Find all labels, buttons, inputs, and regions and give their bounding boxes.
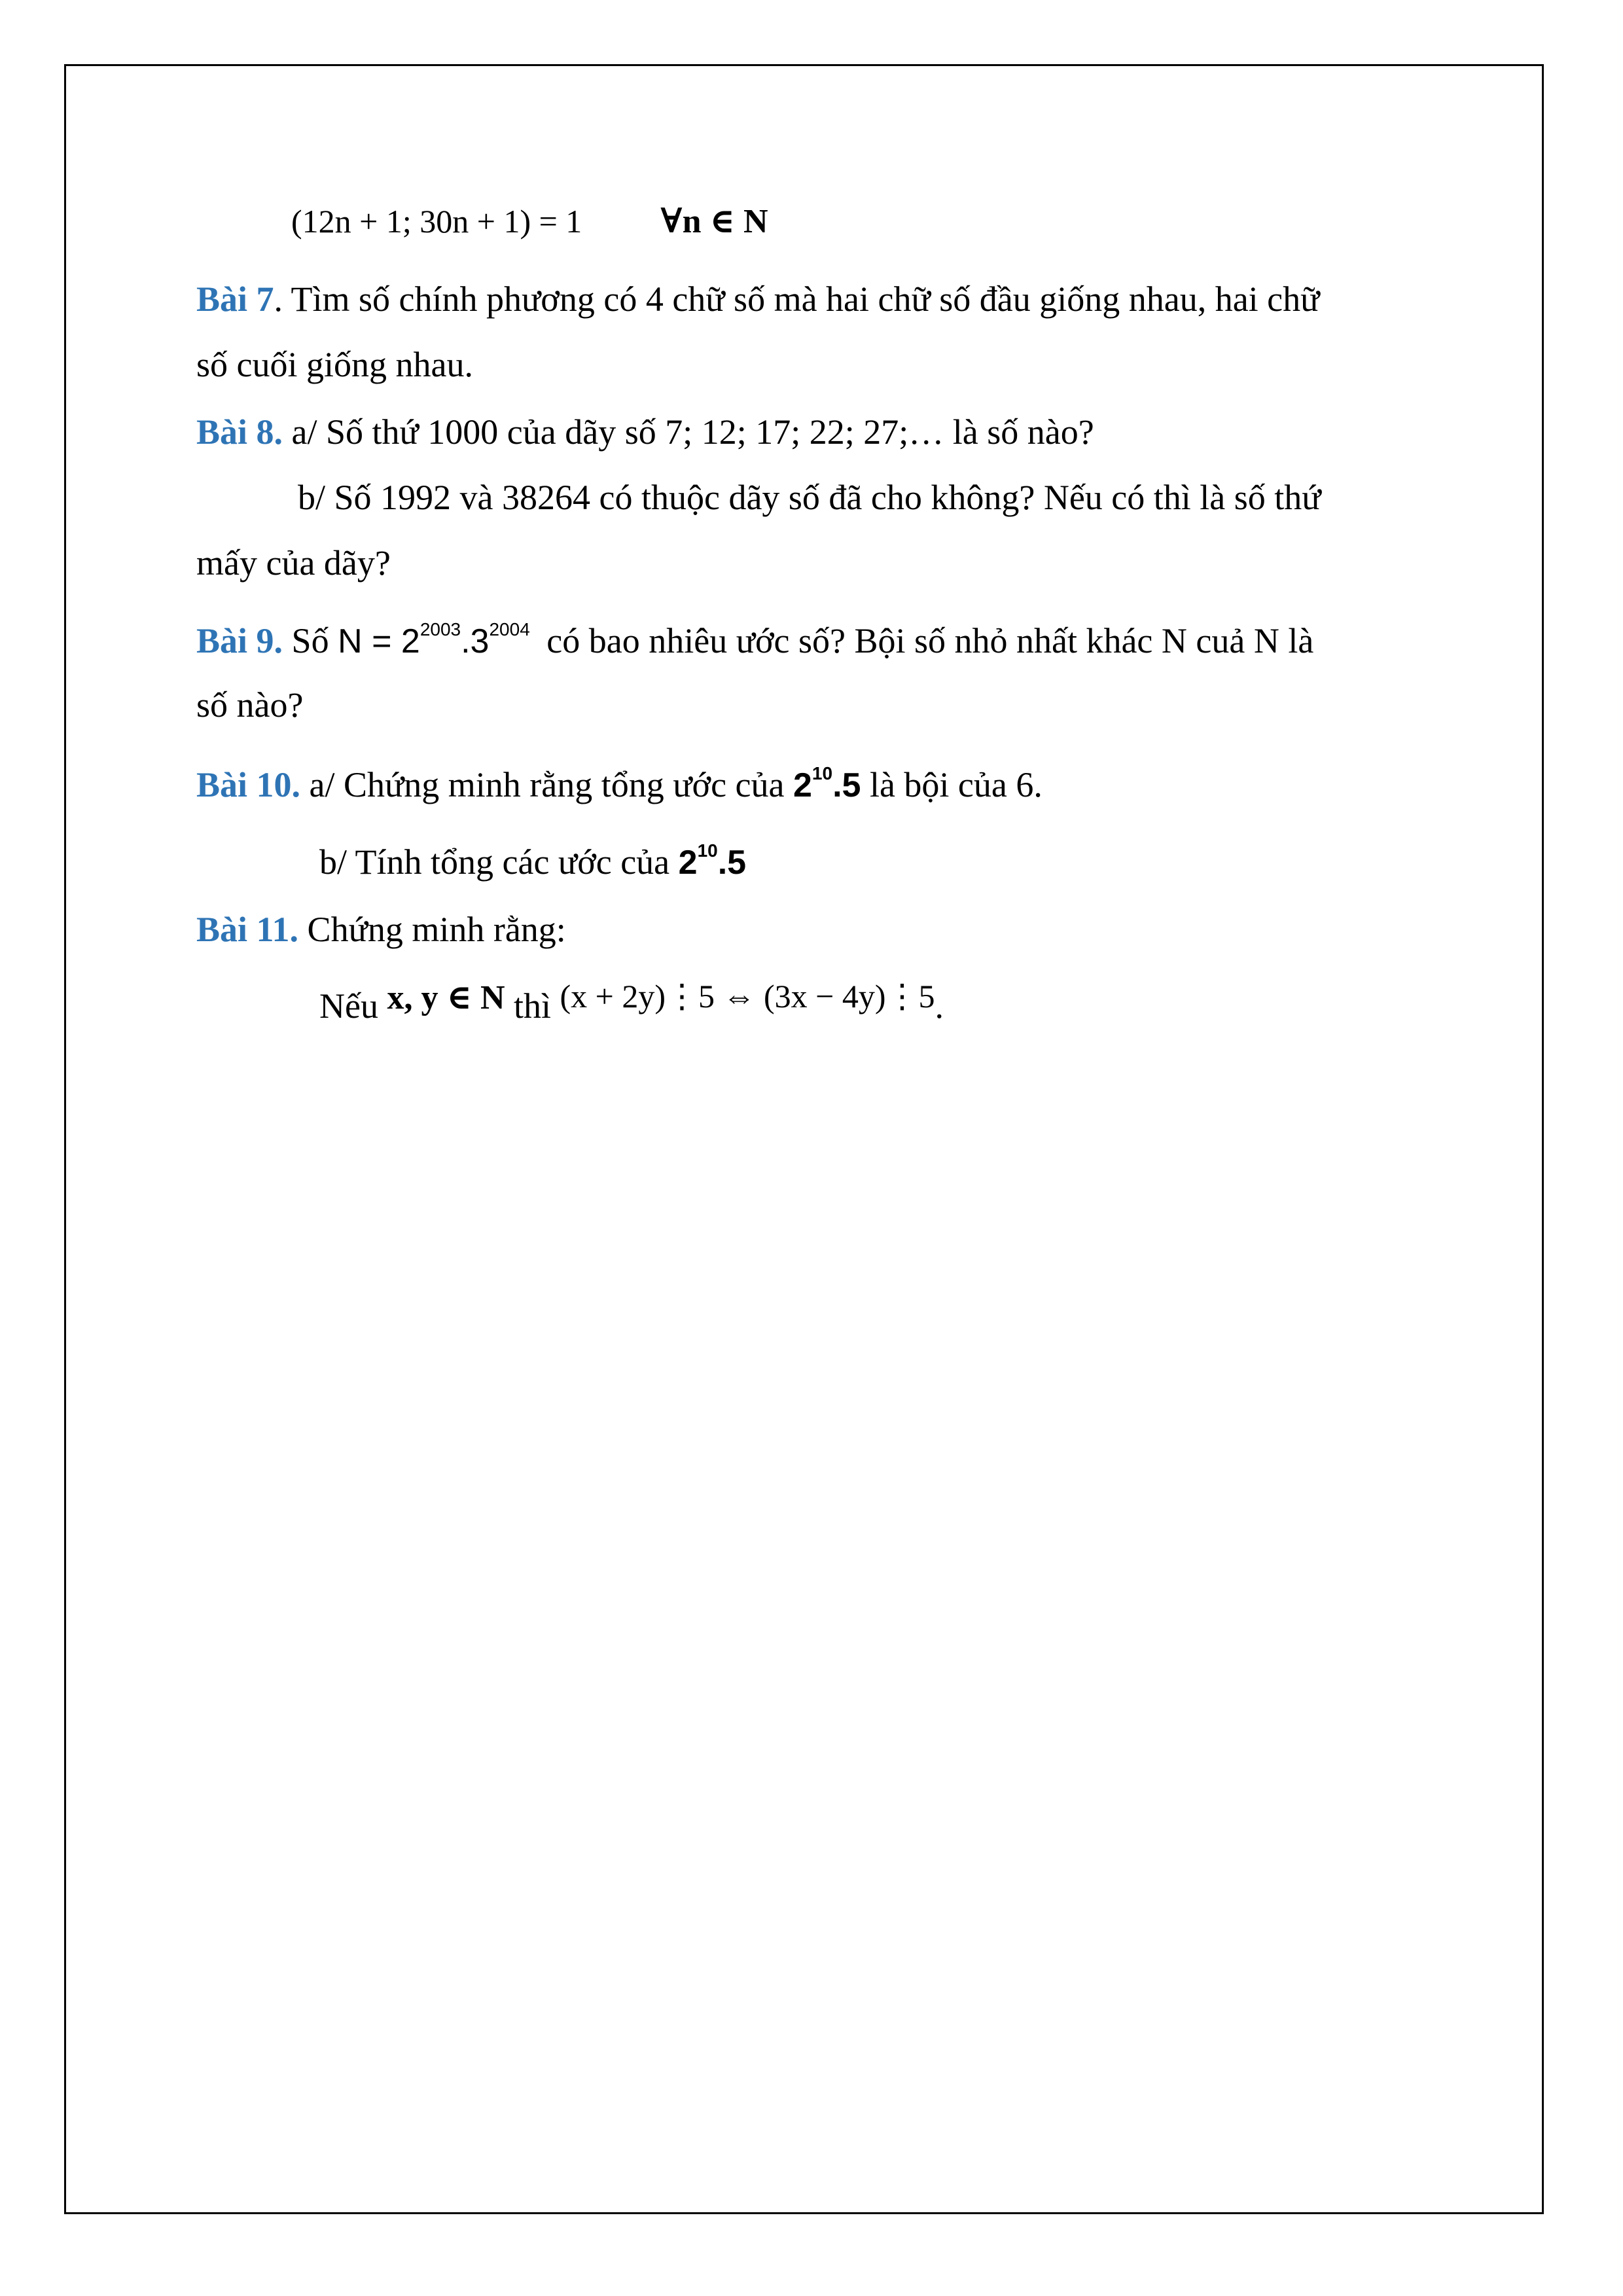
bai10-line1 [196,763,1043,804]
bai10-label: Bài 10. [196,765,301,804]
bai10-base-b: 2 [678,844,698,882]
bai11-math-xy: x, y ∈ N [387,979,505,1016]
bai8-line2 [298,480,1321,515]
bai8-text2: b/ Số 1992 và 38264 có thuộc dãy số đã cho không? Nếu có thì là số thứ [298,478,1321,517]
bai11-text2-pre: Nếu [319,986,387,1026]
bai11-math-equiv: (x + 2y)⋮5 ⇔ (3x − 4y)⋮5 [560,978,935,1014]
bai8-text1: a/ Số thứ 1000 của dãy số 7; 12; 17; 22; 27;… là số nào? [283,412,1094,452]
gcd-expression: (12n + 1; 30n + 1) = 1 [291,203,582,240]
bai10-math-a [793,763,861,804]
bai7-text1: . Tìm số chính phương có 4 chữ số mà hai chữ số đầu giống nhau, hai chữ [274,279,1320,319]
page-border [64,64,1544,2214]
bai10-text1-pre: a/ Chứng minh rằng tổng ước của [300,765,793,804]
bai9-line2 [196,687,303,723]
bai8-label: Bài 8. [196,412,283,452]
bai7-label: Bài 7 [196,279,274,319]
bai7-line1 [196,281,1319,317]
bai9-exp1: 2003 [419,619,461,639]
bai10-exp-b: 10 [697,840,718,861]
bai10-line2 [319,840,747,882]
bai8-line1 [196,414,1094,450]
bai9-base1: N = 2 [338,622,420,660]
bai10-text2-pre: b/ Tính tổng các ước của [319,842,679,882]
bai11-label: Bài 11. [196,910,299,949]
bai10-exp-a: 10 [812,763,833,783]
bai9-label: Bài 9. [196,621,283,660]
bai7-text2: số cuối giống nhau. [196,345,473,384]
bai8-text3: mấy của dãy? [196,543,391,583]
bai9-base2: .3 [461,622,490,660]
bai9-post: có bao nhiêu ước số? Bội số nhỏ nhất khác N cuả N là [537,621,1314,660]
bai11-text1: Chứng minh rằng: [298,910,566,949]
bai11-line2 [319,978,944,1026]
bai7-line2 [196,347,473,382]
forall-expression: ∀n ∈ N [660,203,768,240]
bai10-tail-b: .5 [717,844,747,882]
bai11-line1 [196,912,566,947]
bai9-text2: số nào? [196,685,304,725]
bai10-text1-post: là bội của 6. [861,765,1043,804]
bai10-math-b [678,840,747,882]
bai8-line3 [196,545,391,581]
bai11-text2-mid: thì [505,986,560,1026]
bai9-exp2: 2004 [489,619,530,639]
bai9-line1 [196,619,1314,660]
bai10-base-a: 2 [793,766,812,804]
bai9-math [338,619,530,660]
formula-top [291,203,768,239]
bai9-pre: Số [283,621,338,660]
bai10-tail-a: .5 [832,766,861,804]
bai11-text2-end: . [935,986,944,1026]
